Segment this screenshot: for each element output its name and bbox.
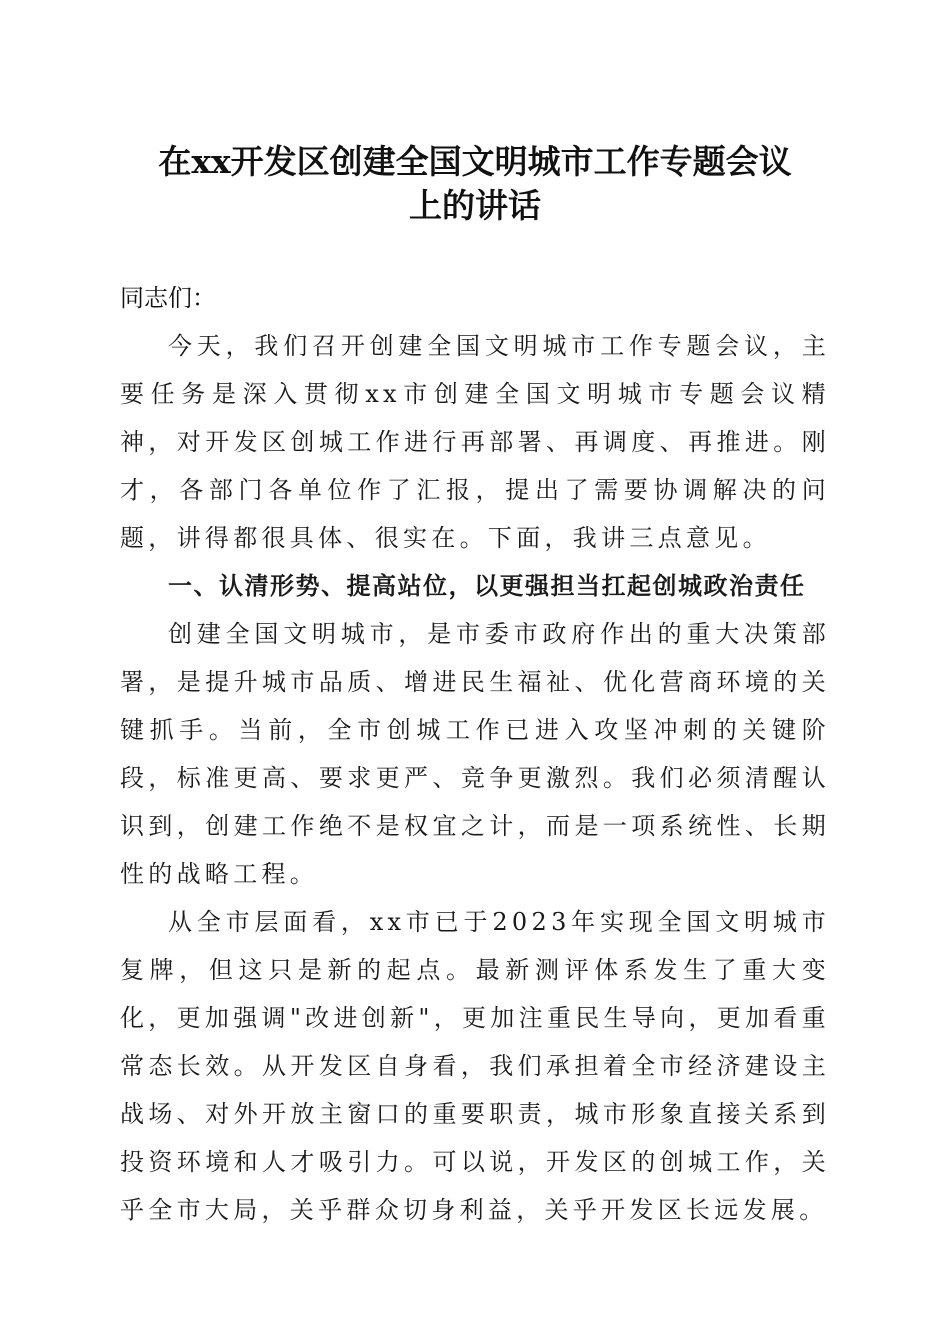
salutation: 同志们： [120,284,216,312]
intro-paragraph: 今天，我们召开创建全国文明城市工作专题会议，主要任务是深入贯彻xx市创建全国文明城市专题会议精神，对开发区创城工作进行再部署、再调度、再推进。刚才，各部门各单位作了汇报，提出了需要协调解决的问题，讲得都很具体、很实在。下面，我讲三点意见。 [120,332,830,552]
document-title-line2: 上的讲话 [409,186,541,225]
document-body [120,322,830,1234]
section-heading: 一、认清形势、提高站位，以更强担当扛起创城政治责任 [168,572,806,600]
document-title-line1: 在xx开发区创建全国文明城市工作专题会议 [158,142,792,181]
section-paragraph: 创建全国文明城市，是市委市政府作出的重大决策部署，是提升城市品质、增进民生福祉、优化营商环境的关键抓手。当前，全市创城工作已进入攻坚冲刺的关键阶段，标准更高、要求更严、竞争更激烈。我们必须清醒认识到，创建工作绝不是权宜之计，而是一项系统性、长期性的战略工程。 [120,620,830,888]
section-paragraph: 从全市层面看，xx市已于2023年实现全国文明城市复牌，但这只是新的起点。最新测评体系发生了重大变化，更加强调"改进创新"，更加注重民生导向，更加看重常态长效。从开发区自身看，我们承担着全市经济建设主战场、对外开放主窗口的重要职责，城市形象直接关系到投资环境和人才吸引力。可以说，开发区的创城工作，关乎全市大局，关乎群众切身利益，关乎开发区长远发展。 [120,908,830,1224]
